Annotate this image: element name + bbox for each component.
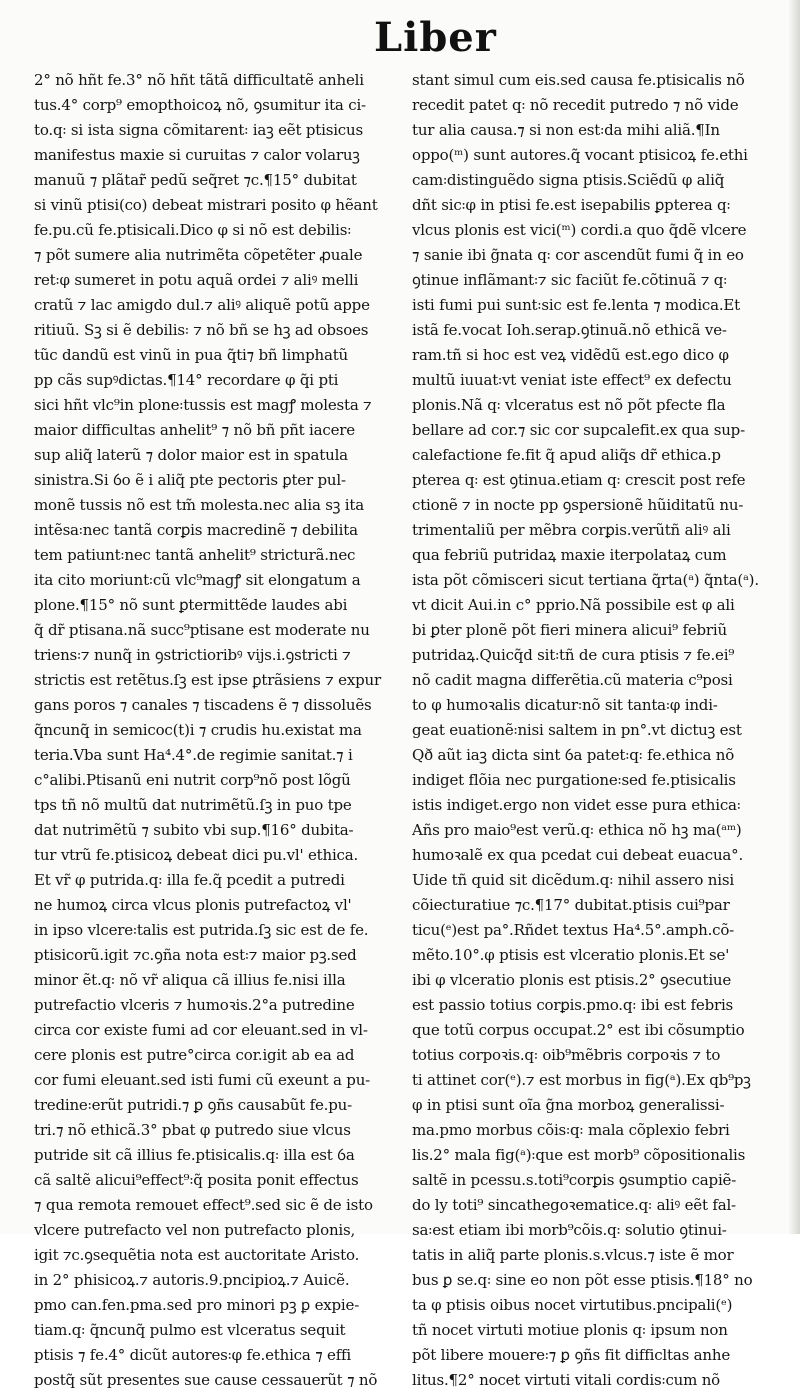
text-line: to.q꞉ si ista signa cõmitarent꞉ iaꝫ eẽt ptisicus bbox=[34, 121, 363, 139]
text-line: gans poros ⁊ canales ⁊ tiscadens ẽ ⁊ dissoluẽs bbox=[34, 696, 372, 714]
text-line: ritiuũ. Sꝫ si ẽ debilis꞉ ⁊ nõ bñ se hꝫ ad obsoes bbox=[34, 321, 369, 339]
text-line: plonis.Nã q꞉ vlceratus est nõ põt pfecte fla bbox=[412, 396, 726, 414]
text-line: geat euationẽ꞉nisi saltem in pn°.vt dictuꝫ est bbox=[412, 721, 742, 739]
text-line: sinistra.Si ỽo ẽ i aliq̃ pte pectoris ꝑter pul- bbox=[34, 471, 346, 489]
text-line: ma.pmo morbus cõis꞉q꞉ mala cõplexio febri bbox=[412, 1121, 730, 1139]
text-line: calefactione fe.fit q̃ apud aliq̃s dr̃ ethica.p bbox=[412, 446, 721, 464]
text-line: trimentaliũ per mẽbra corꝑis.verũtñ aliꝰ ali bbox=[412, 521, 731, 539]
text-line: indiget flõia nec purgatione꞉sed fe.ptisicalis bbox=[412, 771, 736, 789]
text-line: putridaꝝ.Quicq̃d sit꞉tñ de cura ptisis ⁊ fe.ei⁹ bbox=[412, 646, 735, 664]
text-line: ram.tñ si hoc est veꝝ vidẽdũ est.ego dico φ bbox=[412, 346, 729, 364]
text-line: bus ꝑ se.q꞉ sine eo non põt esse ptisis.¶18° no bbox=[412, 1271, 753, 1289]
text-line: põt libere mouere꞉⁊ ꝑ ꝯñs fit difficltas anhe bbox=[412, 1346, 730, 1364]
text-line: recedit patet q꞉ nõ recedit putredo ⁊ nõ vide bbox=[412, 96, 739, 114]
text-line: est passio totius corꝑis.pmo.q꞉ ibi est febris bbox=[412, 996, 734, 1014]
text-line: plone.¶15° nõ sunt ꝑtermittẽde laudes abi bbox=[34, 596, 348, 614]
text-line: vlcus plonis est vici(ᵐ) cordi.a quo q̃dẽ vlcere bbox=[412, 221, 747, 239]
text-line: sici hñt vlc⁹in plone꞉tussis est magꝭ molesta ⁊ bbox=[34, 396, 372, 414]
text-line: tps tñ nõ multũ dat nutrimẽtũ.ſꝫ in puo tpe bbox=[34, 796, 352, 814]
text-line: ctionẽ ⁊ in nocte pp ꝯspersionẽ hũiditatũ nu- bbox=[412, 496, 744, 514]
running-title: Liber bbox=[374, 14, 497, 61]
text-line: in ipso vlcere꞉talis est putrida.ſꝫ sic est de fe. bbox=[34, 921, 369, 939]
text-line: in 2° phisicoꝝ.⁊ autoris.9.pncipioꝝ.⁊ Auicẽ. bbox=[34, 1271, 350, 1289]
text-line: tus.4° corp⁹ emopthoicoꝝ nõ, ꝯsumitur ita ci- bbox=[34, 96, 366, 114]
text-line: 2° nõ hñt fe.3° nõ hñt tãtã difficultatẽ anheli bbox=[34, 71, 364, 89]
text-line: fe.pu.cũ fe.ptisicali.Dico φ si nõ est debilis꞉ bbox=[34, 221, 352, 239]
text-line: Qð aũt iaꝫ dicta sint ỽa patet꞉q꞉ fe.ethica nõ bbox=[412, 746, 735, 764]
text-line: to φ humoꝛalis dicatur꞉nõ sit tanta꞉φ indi- bbox=[412, 696, 718, 714]
text-line: intẽsa꞉nec tantã corꝑis macredinẽ ⁊ debilita bbox=[34, 521, 358, 539]
text-line: cratũ ⁊ lac amigdo dul.⁊ aliꝰ aliquẽ potũ appe bbox=[34, 296, 370, 314]
text-line: ne humoꝝ circa vlcus plonis putrefactoꝝ vl' bbox=[34, 896, 352, 914]
text-line: vt dicit Aui.in c° pprio.Nã possibile est φ ali bbox=[412, 596, 735, 614]
text-line: maior difficultas anhelit⁹ ⁊ nõ bñ pñt iacere bbox=[34, 421, 355, 439]
text-line: stant simul cum eis.sed causa fe.ptisicalis nõ bbox=[412, 71, 745, 89]
text-line: minor ẽt.q꞉ nõ vr̃ aliqua cã illius fe.nisi illa bbox=[34, 971, 346, 989]
text-line: ⁊ qua remota remouet effect⁹.sed sic ẽ de isto bbox=[34, 1196, 373, 1214]
text-line: tur alia causa.⁊ si non est꞉da mihi aliã.¶In bbox=[412, 121, 720, 139]
text-line: tem patiunt꞉nec tantã anhelit⁹ stricturã.nec bbox=[34, 546, 356, 564]
text-line: cere plonis est putre°circa cor.igit ab ea ad bbox=[34, 1046, 355, 1064]
text-line: ista põt cõmisceri sicut tertiana q̃rta(ᵃ) q̃nta(ᵃ). bbox=[412, 571, 759, 589]
text-line: Añs pro maio⁹est verũ.q꞉ ethica nõ hꝫ ma(ᵃᵐ) bbox=[412, 821, 742, 839]
text-line: qua febriũ putridaꝝ maxie iterpolataꝝ cum bbox=[412, 546, 727, 564]
text-line: cã saltẽ alicui⁹effect⁹꞉q̃ posita ponit effectus bbox=[34, 1171, 359, 1189]
text-line: ⁊ põt sumere alia nutrimẽta cõpetẽter ꝓuale bbox=[34, 246, 363, 264]
text-line: sup aliq̃ laterũ ⁊ dolor maior est in spatula bbox=[34, 446, 348, 464]
text-line: putrefactio vlceris ⁊ humoꝛis.2°a putredine bbox=[34, 996, 355, 1014]
text-line: ta φ ptisis oibus nocet virtutibus.pncipali(ᵉ) bbox=[412, 1296, 733, 1314]
text-line: ret꞉φ sumeret in potu aquã ordei ⁊ aliꝰ melli bbox=[34, 271, 359, 289]
text-line: ꝯtinue inflãmant꞉⁊ sic faciũt fe.cõtinuã ⁊ q꞉ bbox=[412, 271, 728, 289]
text-line: humoꝛalẽ ex qua pcedat cui debeat euacua°. bbox=[412, 846, 744, 864]
text-line: cõiecturatiue ⁊c.¶17° dubitat.ptisis cui⁹par bbox=[412, 896, 730, 914]
text-line: totius corpoꝛis.q꞉ oib⁹mẽbris corpoꝛis ⁊ to bbox=[412, 1046, 721, 1064]
text-line: que totũ corpus occupat.2° est ibi cõsumptio bbox=[412, 1021, 745, 1039]
text-line: ita cito moriunt꞉cũ vlc⁹magꝭ sit elongatum a bbox=[34, 571, 361, 589]
text-line: Uide tñ quid sit dicẽdum.q꞉ nihil assero nisi bbox=[412, 871, 734, 889]
text-line: istis indiget.ergo non videt esse pura ethica꞉ bbox=[412, 796, 741, 814]
text-line: dñt sic꞉φ in ptisi fe.est isepabilis ꝑpterea q꞉ bbox=[412, 196, 731, 214]
text-line: Et vr̃ φ putrida.q꞉ illa fe.q̃ pcedit a putredi bbox=[34, 871, 345, 889]
text-line: tur vtrũ fe.ptisicoꝝ debeat dici pu.vl' ethica. bbox=[34, 846, 359, 864]
text-line: triens꞉⁊ nunq̃ in ꝯstrictioribꝰ vijs.i.ꝯstricti ⁊ bbox=[34, 646, 351, 664]
text-line: cor fumi eleuant.sed isti fumi cũ exeunt a pu- bbox=[34, 1071, 371, 1089]
text-line: lis.2° mala fig(ᵃ)꞉que est morb⁹ cõpositionalis bbox=[412, 1146, 746, 1164]
text-line: multũ iuuat꞉vt veniat iste effect⁹ ex defectu bbox=[412, 371, 732, 389]
text-line: q̃ dr̃ ptisana.nã succ⁹ptisane est moderate nu bbox=[34, 621, 370, 639]
page-edge-shadow bbox=[788, 0, 800, 1234]
text-line: circa cor existe fumi ad cor eleuant.sed in vl- bbox=[34, 1021, 368, 1039]
text-line: tiam.q꞉ q̃ncunq̃ pulmo est vlceratus sequit bbox=[34, 1321, 346, 1339]
text-line: tri.⁊ nõ ethicã.3° pbat φ putredo siue vlcus bbox=[34, 1121, 351, 1139]
text-line: oppo(ᵐ) sunt autores.q̃ vocant ptisicoꝝ fe.ethi bbox=[412, 146, 748, 164]
text-line: istã fe.vocat Ioh.serap.ꝯtinuã.nõ ethicã ve- bbox=[412, 321, 727, 339]
text-line: bi ꝑter plonẽ põt fieri minera alicui⁹ febriũ bbox=[412, 621, 727, 639]
text-line: pmo can.fen.pma.sed pro minori pꝫ ꝑ expie- bbox=[34, 1296, 360, 1314]
text-line: saltẽ in pcessu.s.toti⁹corꝑis ꝯsumptio capiẽ- bbox=[412, 1171, 737, 1189]
text-line: strictis est retẽtus.ſꝫ est ipse ꝑtrãsiens ⁊ expur bbox=[34, 671, 381, 689]
text-line: pp cãs supꝰdictas.¶14° recordare φ q̃i pti bbox=[34, 371, 339, 389]
text-line: ti attinet cor(ᵉ).⁊ est morbus in fig(ᵃ).Ex qb⁹pꝫ bbox=[412, 1071, 751, 1089]
text-line: monẽ tussis nõ est tm̃ molesta.nec alia sꝫ ita bbox=[34, 496, 364, 514]
text-line: dat nutrimẽtũ ⁊ subito vbi sup.¶16° dubita- bbox=[34, 821, 354, 839]
text-line: ptisis ⁊ fe.4° dicũt autores꞉φ fe.ethica ⁊ effi bbox=[34, 1346, 351, 1364]
text-line: ibi φ vlceratio plonis est ptisis.2° ꝯsecutiue bbox=[412, 971, 732, 989]
text-line: ptisicorũ.igit ⁊c.ꝯña nota est꞉⁊ maior pꝫ.sed bbox=[34, 946, 357, 964]
text-line: manifestus maxie si curuitas ⁊ calor volaruꝫ bbox=[34, 146, 360, 164]
text-line: sa꞉est etiam ibi morb⁹cõis.q꞉ solutio ꝯtinui- bbox=[412, 1221, 727, 1239]
text-line: si vinũ ptisi(co) debeat mistrari posito φ hẽant bbox=[34, 196, 378, 214]
text-line: isti fumi pui sunt꞉sic est fe.lenta ⁊ modica.Et bbox=[412, 296, 741, 314]
text-line: pterea q꞉ est ꝯtinua.etiam q꞉ crescit post refe bbox=[412, 471, 746, 489]
text-line: igit ⁊c.ꝯsequẽtia nota est auctoritate Aristo. bbox=[34, 1246, 360, 1264]
text-column-left bbox=[34, 68, 400, 1393]
text-line: mẽto.10°.φ ptisis est vlceratio plonis.Et se' bbox=[412, 946, 730, 964]
text-line: do ly toti⁹ sincathegoꝛematice.q꞉ aliꝰ eẽt fal- bbox=[412, 1196, 736, 1214]
text-line: tñ nocet virtuti motiue plonis q꞉ ipsum non bbox=[412, 1321, 728, 1339]
text-line: bellare ad cor.⁊ sic cor supcalefit.ex qua sup- bbox=[412, 421, 745, 439]
text-line: nõ cadit magna differẽtia.cũ materia c⁹posi bbox=[412, 671, 733, 689]
text-line: c°alibi.Ptisanũ eni nutrit corp⁹nõ post lõgũ bbox=[34, 771, 351, 789]
text-line: teria.Vba sunt Ha⁴.4°.de regimie sanitat.⁊ i bbox=[34, 746, 353, 764]
text-line: cam꞉distinguẽdo signa ptisis.Sciẽdũ φ aliq̃ bbox=[412, 171, 725, 189]
text-line: vlcere putrefacto vel non putrefacto plonis, bbox=[34, 1221, 356, 1239]
text-line: tũc dandũ est vinũ in pua q̃ti⁊ bñ limphatũ bbox=[34, 346, 349, 364]
text-line: tatis in aliq̃ parte plonis.s.vlcus.⁊ iste ẽ mor bbox=[412, 1246, 734, 1264]
text-line: φ in ptisi sunt oĩa g̃na morboꝝ generalissi- bbox=[412, 1096, 725, 1114]
text-line: ticu(ᵉ)est pa°.Rñdet textus Ha⁴.5°.amph.cõ- bbox=[412, 921, 735, 939]
text-line: ⁊ sanie ibi g̃nata q꞉ cor ascendũt fumi q̃ in eo bbox=[412, 246, 744, 264]
text-line: q̃ncunq̃ in semicoc(t)i ⁊ crudis hu.existat ma bbox=[34, 721, 362, 739]
text-line: tredine꞉erũt putridi.⁊ ꝑ ꝯñs causabũt fe.pu- bbox=[34, 1096, 352, 1114]
text-line: manuũ ⁊ plãtar̃ pedũ seq̃ret ⁊c.¶15° dubitat bbox=[34, 171, 357, 189]
text-line: litus.¶2° nocet virtuti vitali cordis꞉cum nõ bbox=[412, 1371, 721, 1389]
text-line: postq̃ sũt presentes sue cause cessauerũt ⁊ nõ bbox=[34, 1371, 378, 1389]
text-line: putride sit cã illius fe.ptisicalis.q꞉ illa est ỽa bbox=[34, 1146, 355, 1164]
text-column-right bbox=[412, 68, 774, 1393]
